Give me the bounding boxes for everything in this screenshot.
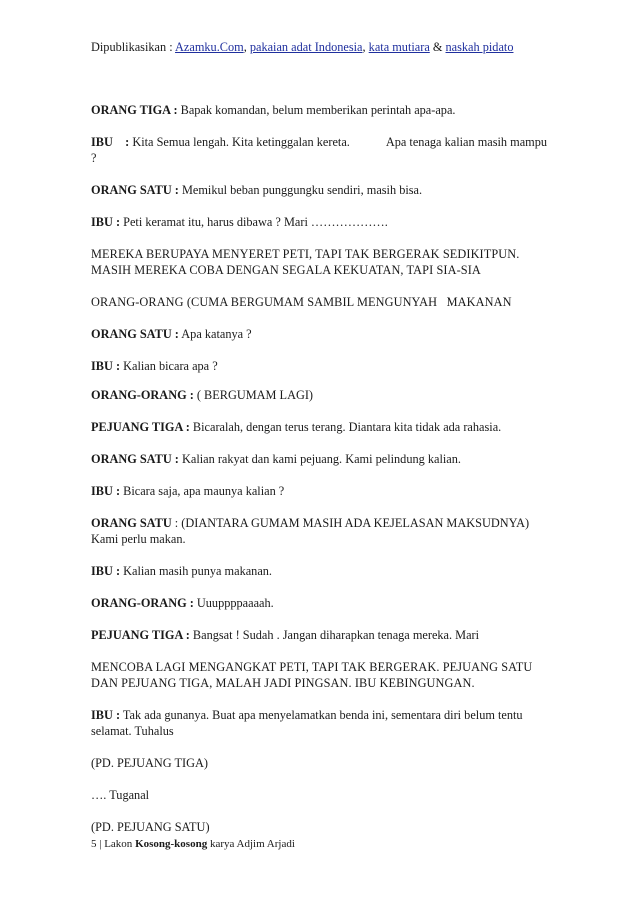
direction-text: (PD. PEJUANG TIGA) <box>91 756 208 770</box>
link-naskah-pidato[interactable]: naskah pidato <box>445 40 514 54</box>
speaker-name: IBU : <box>91 215 121 229</box>
speaker-name: ORANG TIGA : <box>91 103 178 117</box>
link-kata-mutiara[interactable]: kata mutiara <box>368 40 430 54</box>
speaker-name: PEJUANG TIGA : <box>91 420 190 434</box>
dialogue-line <box>91 515 551 547</box>
speaker-name: IBU : <box>91 359 121 373</box>
dialogue-text: Uuuppppaaaah. <box>193 596 274 610</box>
dialogue-line <box>91 214 551 230</box>
link-azamku[interactable]: Azamku.Com <box>175 40 244 54</box>
dialogue-text: : (DIANTARA GUMAM MASIH ADA KEJELASAN MAKSUDNYA) <box>171 516 530 530</box>
dialogue-line <box>91 134 551 166</box>
dialogue-text: …. Tuganal <box>91 788 150 802</box>
dialogue-text: Kalian masih punya makanan. <box>120 564 273 578</box>
link-pakaian-adat[interactable]: pakaian adat Indonesia <box>249 40 363 54</box>
dialogue-line <box>91 102 551 118</box>
dialogue-text: Bicaralah, dengan terus terang. Diantara kita tidak ada rahasia. <box>189 420 502 434</box>
dialogue-line <box>91 563 551 579</box>
speaker-name: ORANG SATU : <box>91 452 179 466</box>
dialogue-text: Bapak komandan, belum memberikan perintah apa-apa. <box>177 103 456 117</box>
dialogue-text: Apa katanya ? <box>178 327 252 341</box>
page-number: 5 <box>91 838 97 850</box>
speaker-name: ORANG-ORANG : <box>91 596 194 610</box>
dialogue-text: Kalian bicara apa ? <box>120 359 218 373</box>
header-prefix: Dipublikasikan : <box>91 40 176 54</box>
dialogue-line <box>91 419 551 435</box>
dialogue-text: Kami perlu makan. <box>91 532 186 546</box>
stage-direction <box>91 819 551 835</box>
play-title: Kosong-kosong <box>135 838 208 850</box>
dialogue-text: Tak ada gunanya. Buat apa menyelamatkan benda ini, sementara diri belum tentu selamat. Tuhalus <box>91 708 523 738</box>
speaker-name: ORANG SATU : <box>91 183 179 197</box>
dialogue-line <box>91 595 551 611</box>
speaker-name: PEJUANG TIGA : <box>91 628 190 642</box>
stage-direction <box>91 294 551 310</box>
dialogue-text: Kita Semua lengah. Kita ketinggalan kereta. <box>129 135 350 149</box>
header-sep: & <box>429 40 446 54</box>
dialogue-line <box>91 182 551 198</box>
speaker-name: ORANG SATU <box>91 516 172 530</box>
author-credit: karya Adjim Arjadi <box>207 838 295 850</box>
stage-direction <box>91 246 551 278</box>
direction-text: MENCOBA LAGI MENGANGKAT PETI, TAPI TAK BERGERAK. PEJUANG SATU DAN PEJUANG TIGA, MALAH JADI PINGSAN. IBU KEBINGUNGAN. <box>91 660 533 690</box>
footer-sep: | Lakon <box>96 838 136 850</box>
header-sep: , <box>362 40 369 54</box>
direction-text: MEREKA BERUPAYA MENYERET PETI, TAPI TAK BERGERAK SEDIKITPUN. MASIH MEREKA COBA DENGAN SEGALA KEKUATAN, TAPI SIA-SIA <box>91 247 520 277</box>
direction-text: ORANG-ORANG (CUMA BERGUMAM SAMBIL MENGUNYAH MAKANAN <box>91 295 512 309</box>
dialogue-line <box>91 483 551 499</box>
stage-direction <box>91 659 551 691</box>
dialogue-text: Peti keramat itu, harus dibawa ? Mari ………………. <box>120 215 388 229</box>
speaker-name: IBU : <box>91 484 121 498</box>
dialogue-line <box>91 707 551 739</box>
script-body <box>91 102 551 851</box>
dialogue-text: Bicara saja, apa maunya kalian ? <box>120 484 285 498</box>
speaker-name: ORANG-ORANG : <box>91 388 194 402</box>
dialogue-line <box>91 451 551 467</box>
dialogue-line <box>91 787 551 803</box>
dialogue-text: Kalian rakyat dan kami pejuang. Kami pelindung kalian. <box>178 452 461 466</box>
speaker-name: IBU : <box>91 564 121 578</box>
header-sep: , <box>243 40 250 54</box>
stage-direction <box>91 755 551 771</box>
dialogue-text: Apa tenaga kalian masih mampu ? <box>91 135 548 165</box>
dialogue-text: ( BERGUMAM LAGI) <box>193 388 314 402</box>
dialogue-line <box>91 387 551 403</box>
dialogue-text: Bangsat ! Sudah . Jangan diharapkan tenaga mereka. Mari <box>189 628 480 642</box>
speaker-name: IBU : <box>91 135 130 149</box>
dialogue-line <box>91 358 551 374</box>
dialogue-line <box>91 326 551 342</box>
direction-text: (PD. PEJUANG SATU) <box>91 820 210 834</box>
dialogue-line <box>91 627 551 643</box>
publication-header <box>91 40 513 55</box>
page-footer <box>91 838 295 850</box>
speaker-name: ORANG SATU : <box>91 327 179 341</box>
dialogue-text: Memikul beban punggungku sendiri, masih bisa. <box>178 183 423 197</box>
speaker-name: IBU : <box>91 708 121 722</box>
